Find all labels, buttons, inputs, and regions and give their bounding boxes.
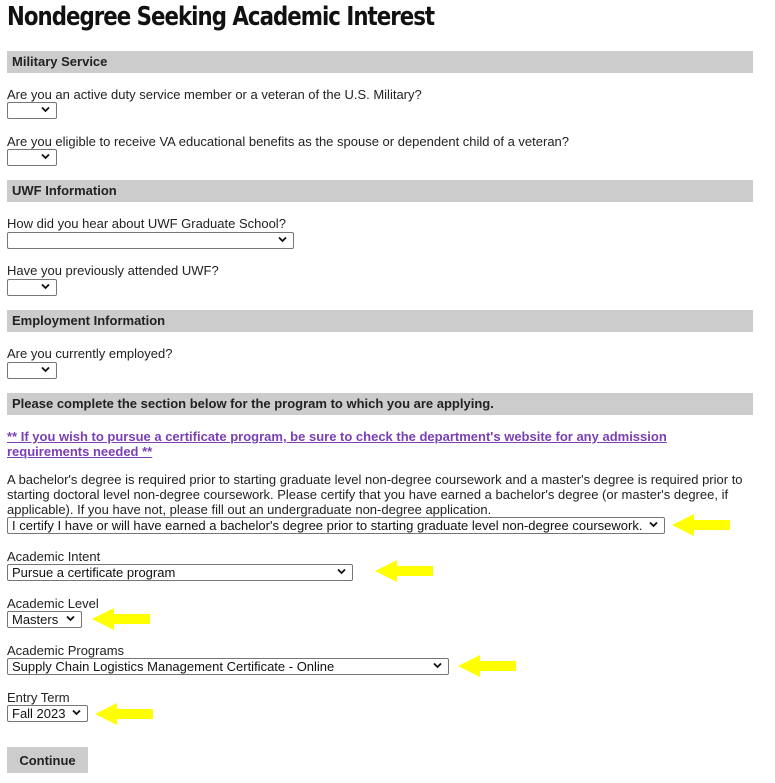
section-military-service: Military Service: [7, 51, 753, 73]
section-employment-information: Employment Information: [7, 310, 753, 332]
arrow-left-icon: [95, 703, 155, 725]
academic-intent-value: Pursue a certificate program: [12, 565, 176, 580]
question-hear-about: How did you hear about UWF Graduate School?: [7, 216, 286, 231]
chevron-down-icon: [41, 152, 50, 161]
hear-about-select[interactable]: [7, 232, 294, 249]
entry-term-label: Entry Term: [7, 690, 70, 705]
chevron-down-icon: [41, 365, 50, 374]
chevron-down-icon: [433, 661, 442, 670]
attended-select[interactable]: [7, 279, 57, 296]
arrow-left-icon: [458, 655, 518, 677]
continue-button[interactable]: Continue: [7, 747, 88, 773]
arrow-left-icon: [375, 560, 435, 582]
certify-paragraph: A bachelor's degree is required prior to starting graduate level non-degree coursework and a master's degree is required prior to starting doctoral level non-degree coursework. Please certify that you have earned a bachelor's degree (or master's degree, if applicable). If you have not, please fill out an undergraduate non-degree application.: [7, 472, 743, 517]
academic-intent-select[interactable]: [7, 564, 353, 581]
certificate-requirements-link[interactable]: ** If you wish to pursue a certificate program, be sure to check the department's website for any admission requirements needed **: [7, 429, 667, 459]
academic-programs-value: Supply Chain Logistics Management Certificate - Online: [12, 659, 335, 674]
employed-select[interactable]: [7, 362, 57, 379]
academic-programs-select[interactable]: [7, 658, 449, 675]
question-attended: Have you previously attended UWF?: [7, 263, 219, 278]
section-program: Please complete the section below for the program to which you are applying.: [7, 393, 753, 415]
academic-intent-label: Academic Intent: [7, 549, 101, 564]
chevron-down-icon: [337, 567, 346, 576]
chevron-down-icon: [649, 520, 658, 529]
section-uwf-information: UWF Information: [7, 180, 753, 202]
entry-term-select[interactable]: [7, 705, 88, 722]
academic-level-value: Masters: [12, 612, 59, 627]
chevron-down-icon: [66, 614, 75, 623]
question-active-duty: Are you an active duty service member or a veteran of the U.S. Military?: [7, 87, 422, 102]
question-employed: Are you currently employed?: [7, 346, 173, 361]
chevron-down-icon: [41, 282, 50, 291]
entry-term-value: Fall 2023: [12, 706, 66, 721]
chevron-down-icon: [278, 235, 287, 244]
certify-select[interactable]: [7, 517, 665, 534]
certify-value: I certify I have or will have earned a bachelor's degree prior to starting graduate level non-degree coursework.: [12, 518, 643, 533]
academic-level-select[interactable]: [7, 611, 82, 628]
question-va-benefits: Are you eligible to receive VA educational benefits as the spouse or dependent child of a veteran?: [7, 134, 570, 149]
arrow-left-icon: [672, 514, 732, 536]
academic-level-label: Academic Level: [7, 596, 99, 611]
page-title: Nondegree Seeking Academic Interest: [7, 2, 435, 32]
active-duty-select[interactable]: [7, 102, 57, 119]
chevron-down-icon: [72, 708, 81, 717]
va-benefits-select[interactable]: [7, 149, 57, 166]
academic-programs-label: Academic Programs: [7, 643, 125, 658]
chevron-down-icon: [41, 105, 50, 114]
arrow-left-icon: [92, 608, 152, 630]
